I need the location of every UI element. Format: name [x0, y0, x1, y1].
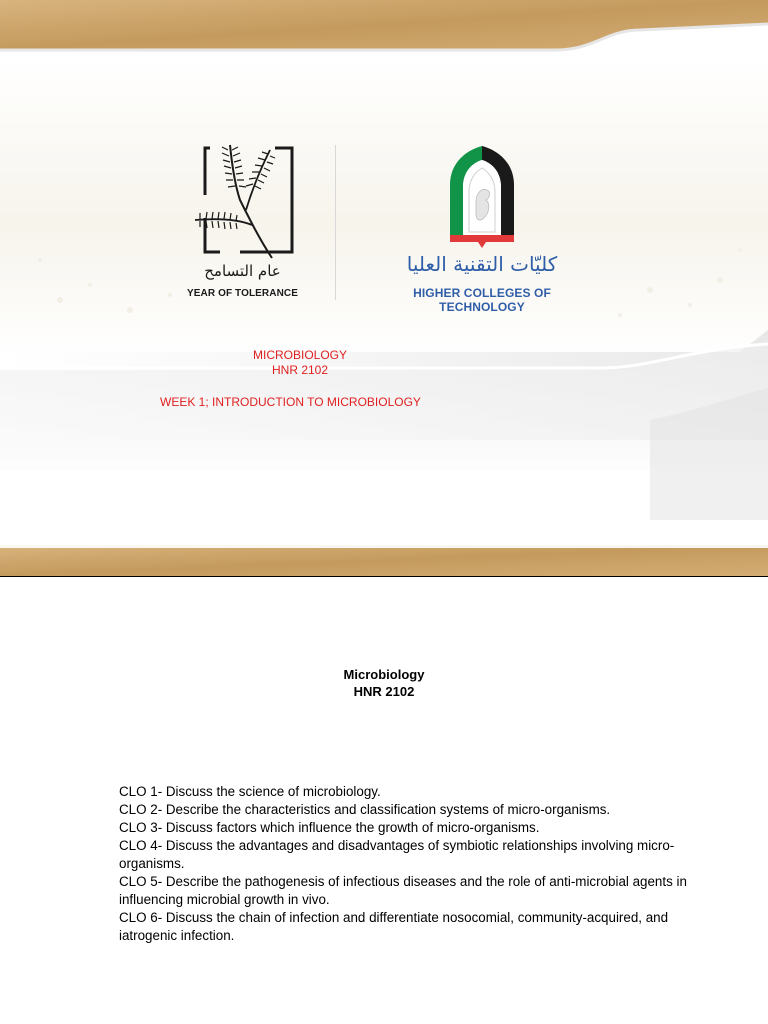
- bottom-gold-band: [0, 545, 768, 576]
- course-name: MICROBIOLOGY: [252, 348, 347, 362]
- slide-title: [234, 666, 534, 700]
- week-title: WEEK 1; INTRODUCTION TO MICROBIOLOGY: [160, 395, 421, 409]
- clo-item: CLO 5- Describe the pathogenesis of infectious diseases and the role of anti-microbial agents in influencing microbial growth in vivo.: [119, 874, 687, 907]
- course-code: HNR 2102: [271, 363, 329, 377]
- clo-list: [119, 783, 719, 945]
- tolerance-english-text: YEAR OF TOLERANCE: [187, 288, 298, 299]
- clo-slide: [0, 577, 768, 1024]
- course-heading: [200, 348, 400, 378]
- ghaf-tree-icon: [180, 140, 305, 260]
- hct-arabic-text: كليّات التقنية العليا: [406, 252, 558, 276]
- subject-code: HNR 2102: [353, 684, 415, 699]
- hct-logo: [372, 140, 592, 314]
- logo-divider: [335, 145, 336, 300]
- hct-english-text: HIGHER COLLEGES OF TECHNOLOGY: [413, 286, 551, 314]
- clo-item: CLO 1- Discuss the science of microbiology.: [119, 784, 381, 799]
- clo-item: CLO 3- Discuss factors which influence the growth of micro-organisms.: [119, 820, 540, 835]
- year-of-tolerance-logo: [180, 140, 305, 305]
- tolerance-arabic-text: عام التسامح: [204, 262, 281, 280]
- subject-title: Microbiology: [343, 667, 425, 682]
- clo-item: CLO 2- Describe the characteristics and classification systems of micro-organisms.: [119, 802, 611, 817]
- clo-item: CLO 4- Discuss the advantages and disadvantages of symbiotic relationships involving micro-organisms.: [119, 838, 675, 871]
- falcon-arch-icon: [372, 140, 592, 250]
- clo-item: CLO 6- Discuss the chain of infection and differentiate nosocomial, community-acquired, and iatrogenic infection.: [119, 910, 669, 943]
